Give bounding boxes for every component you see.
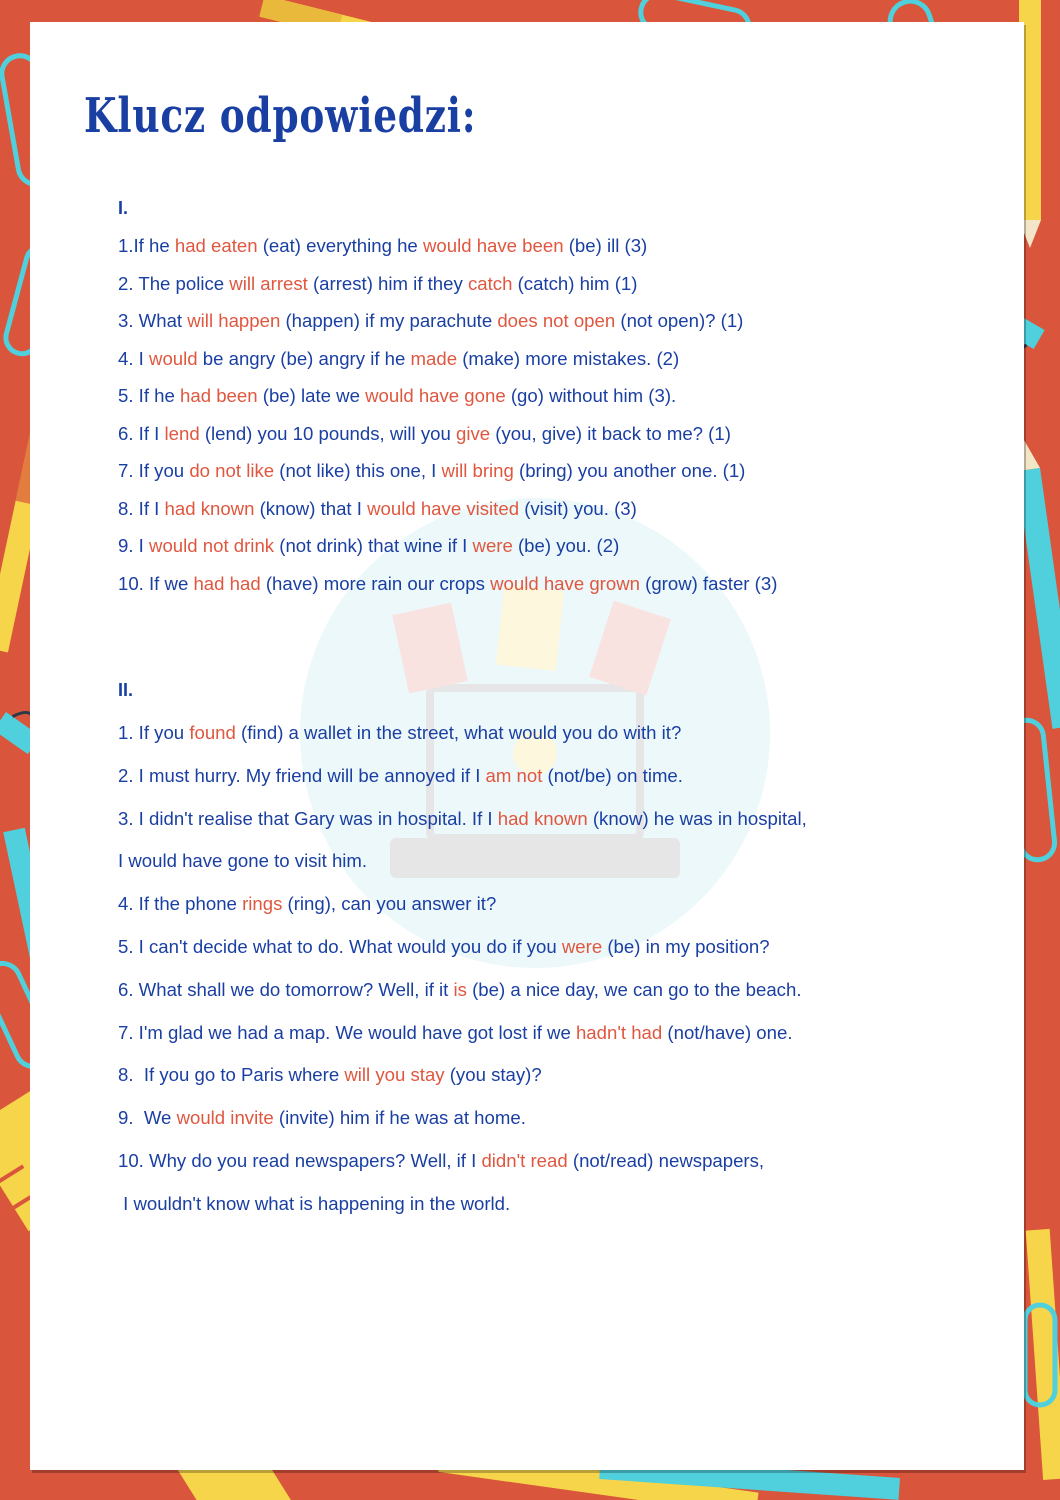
answer-line (118, 1140, 807, 1183)
answer-line (118, 340, 777, 378)
answer-highlight: were (472, 535, 513, 556)
sentence-text: 4. I (118, 347, 150, 369)
sentence-text: 8. If I (118, 497, 165, 519)
answer-highlight: will happen (187, 310, 281, 331)
answer-line (118, 377, 777, 415)
sentence-text: (know) he was in hospital, (587, 807, 807, 829)
sentence-text: 10. Why do you read newspapers? Well, if I (118, 1149, 482, 1171)
sentence-text: (ring), can you answer it? (282, 893, 497, 915)
answer-highlight: am not (485, 764, 543, 786)
sentence-text: (eat) everything he (257, 235, 423, 256)
sentence-text: 5. If he (118, 385, 181, 406)
answer-line (118, 712, 807, 755)
sentence-text: (be) you. (2) (512, 535, 620, 556)
sentence-text: (not/have) one. (662, 1021, 793, 1043)
sentence-text: (invite) him if he was at home. (273, 1107, 526, 1129)
answer-line (118, 490, 777, 528)
answer-highlight: would invite (176, 1107, 274, 1129)
sentence-text: 9. I (118, 535, 150, 556)
answer-line (118, 798, 807, 841)
sentence-text: (have) more rain our crops (260, 572, 491, 594)
sentence-text: (make) more mistakes. (2) (457, 347, 680, 369)
sentence-text: 3. I didn't realise that Gary was in hospital. If I (118, 807, 498, 829)
sentence-text: (go) without him (3). (505, 385, 677, 406)
sentence-text: (happen) if my parachute (280, 310, 498, 331)
sentence-text: 1.If he (118, 235, 175, 256)
answer-highlight: had known (164, 497, 255, 519)
sentence-text: (not like) this one, I (274, 460, 442, 481)
section-1-label: I. (118, 198, 129, 218)
answer-highlight: would have visited (367, 497, 520, 519)
answer-line (118, 926, 807, 969)
sentence-text: (be) late we (257, 385, 366, 406)
answer-line (118, 565, 777, 603)
answer-line (118, 1097, 807, 1140)
answer-line (118, 302, 777, 340)
sentence-text: (grow) faster (3) (639, 572, 778, 594)
answer-highlight: would not drink (149, 535, 275, 556)
answer-highlight: give (456, 422, 491, 444)
answer-line (118, 755, 807, 798)
sentence-text: (not/be) on time. (542, 764, 683, 786)
answer-highlight: does not open (497, 310, 616, 331)
sentence-text: (find) a wallet in the street, what would you do with it? (235, 722, 682, 743)
answer-line (118, 840, 807, 883)
sentence-text: (be) ill (3) (563, 235, 648, 256)
sentence-text: 9. We (118, 1107, 177, 1129)
answer-line (118, 227, 777, 265)
sentence-text: 6. If I (118, 422, 165, 444)
pencil-icon (1018, 1119, 1060, 1480)
sentence-text: (bring) you another one. (1) (513, 460, 746, 481)
sentence-text: 7. If you (118, 460, 190, 481)
answer-highlight: is (453, 978, 467, 1000)
answer-highlight: will arrest (229, 272, 308, 294)
answer-highlight: didn't read (481, 1149, 568, 1171)
answer-line (118, 883, 807, 926)
answer-line (118, 969, 807, 1012)
sentence-text: (not/read) newspapers, (567, 1149, 765, 1171)
answer-line (118, 1054, 807, 1097)
sentence-text: 6. What shall we do tomorrow? Well, if it (118, 978, 454, 1000)
answer-highlight: will bring (441, 460, 514, 481)
answer-line (118, 1183, 807, 1226)
page-title: Klucz odpowiedzi: (84, 88, 477, 144)
sentence-text: 5. I can't decide what to do. What would you do if you (118, 935, 562, 957)
answer-highlight: would have gone (365, 385, 506, 406)
answer-highlight: will you stay (344, 1064, 445, 1086)
section-1-answers (118, 227, 777, 602)
answer-highlight: had had (193, 572, 261, 594)
answer-highlight: would have been (422, 235, 564, 256)
sentence-text: 1. If you (118, 722, 190, 743)
answer-highlight: had known (497, 807, 588, 829)
answer-highlight: were (561, 935, 603, 957)
answer-highlight: made (410, 347, 458, 369)
answer-highlight: lend (164, 422, 200, 444)
answer-highlight: had eaten (174, 235, 258, 256)
sentence-text: I would have gone to visit him. (118, 850, 368, 872)
answer-line (118, 527, 777, 565)
sentence-text: 2. The police (118, 272, 230, 294)
sentence-text: 8. If you go to Paris where (118, 1064, 345, 1086)
sentence-text: (know) that I (254, 497, 368, 519)
section-2-answers (118, 712, 807, 1226)
sentence-text: (visit) you. (3) (519, 497, 637, 519)
answer-highlight: hadn't had (575, 1021, 663, 1043)
answer-highlight: found (189, 722, 236, 743)
sentence-text: (arrest) him if they (307, 272, 468, 294)
answer-line (118, 265, 777, 303)
answer-highlight: had been (180, 385, 258, 406)
section-2-label: II. (118, 680, 134, 700)
sentence-text: (be) in my position? (602, 935, 770, 957)
sentence-text: I wouldn't know what is happening in the world. (118, 1192, 511, 1214)
sentence-text: 2. I must hurry. My friend will be annoyed if I (118, 764, 486, 786)
answer-highlight: do not like (189, 460, 275, 481)
sentence-text: (you, give) it back to me? (1) (490, 422, 731, 444)
sentence-text: (not open)? (1) (615, 310, 744, 331)
sentence-text: 10. If we (118, 572, 194, 594)
sentence-text: (be) a nice day, we can go to the beach. (466, 978, 802, 1000)
answer-highlight: would have grown (490, 572, 640, 594)
sentence-text: (lend) you 10 pounds, will you (199, 422, 456, 444)
sentence-text: be angry (be) angry if he (197, 347, 411, 369)
answer-line (118, 415, 777, 453)
sentence-text: 7. I'm glad we had a map. We would have got lost if we (118, 1021, 576, 1043)
sentence-text: 3. What (118, 310, 188, 331)
sentence-text: (catch) him (1) (512, 272, 638, 294)
sentence-text: (not drink) that wine if I (274, 535, 473, 556)
answer-highlight: would (149, 347, 198, 369)
answer-highlight: rings (242, 893, 283, 915)
sentence-text: 4. If the phone (118, 893, 243, 915)
sentence-text: (you stay)? (444, 1064, 542, 1086)
answer-line (118, 1012, 807, 1055)
answer-highlight: catch (467, 272, 513, 294)
answer-line (118, 452, 777, 490)
